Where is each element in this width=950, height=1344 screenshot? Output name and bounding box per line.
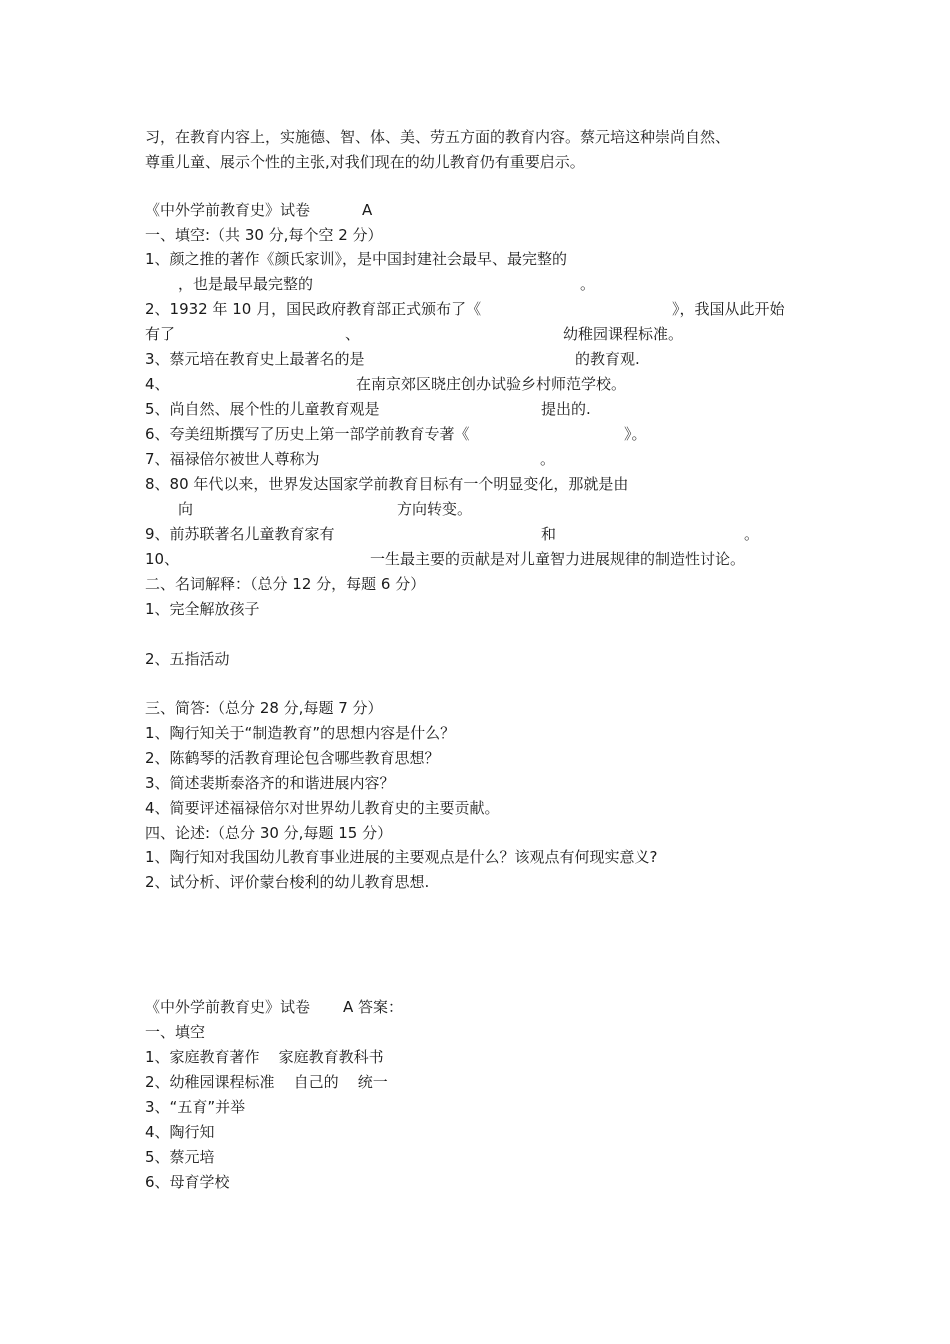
answer-item: 2、幼稚园课程标准 自己的 统一 — [145, 1073, 388, 1091]
s3-q3: 3、简述裴斯泰洛齐的和谐进展内容？ — [145, 774, 395, 792]
answer-item: 1、家庭教育著作 家庭教育教科书 — [145, 1048, 384, 1066]
s1-q8-line-b-left: 向 — [178, 500, 194, 518]
section3-heading: 三、简答:（总分 28 分,每题 7 分） — [145, 699, 383, 717]
s3-q1: 1、陶行知关于“制造教育”的思想内容是什么？ — [145, 724, 456, 742]
s1-q8-line-b-right: 方向转变。 — [397, 500, 473, 518]
s1-q1-line-c: 。 — [580, 275, 596, 293]
s2-q1: 1、完全解放孩子 — [145, 600, 260, 618]
s1-q7-right: 。 — [540, 450, 556, 468]
s4-q2: 2、试分析、评价蒙台梭利的幼儿教育思想. — [145, 873, 430, 891]
s1-q3-left: 3、蔡元培在教育史上最著名的是 — [145, 350, 365, 368]
answer-item: 4、陶行知 — [145, 1123, 215, 1141]
s1-q2-line-b-mid: 、 — [345, 325, 361, 343]
s1-q10-left: 10、 — [145, 550, 180, 568]
s1-q5-left: 5、尚自然、展个性的儿童教育观是 — [145, 400, 380, 418]
intro-line-2: 尊重儿童、展示个性的主张,对我们现在的幼儿教育仍有重要启示。 — [145, 153, 585, 171]
answer-item: 5、蔡元培 — [145, 1148, 215, 1166]
s1-q6-right: 》。 — [624, 425, 647, 443]
s1-q7-left: 7、福禄倍尔被世人尊称为 — [145, 450, 320, 468]
s1-q1-line-b: ，也是最早最完整的 — [178, 275, 314, 293]
s1-q2-line-a-left: 2、1932 年 10 月，国民政府教育部正式颁布了《 — [145, 300, 482, 318]
answers-title: 《中外学前教育史》试卷 — [145, 998, 311, 1016]
s1-q6-left: 6、夸美纽斯撰写了历史上第一部学前教育专著《 — [145, 425, 470, 443]
s1-q9-mid: 和 — [541, 525, 557, 543]
s1-q9-left: 9、前苏联著名儿童教育家有 — [145, 525, 335, 543]
section4-heading: 四、论述:（总分 30 分,每题 15 分） — [145, 824, 393, 842]
s1-q2-line-b-left: 有了 — [145, 325, 176, 343]
s1-q4-left: 4、 — [145, 375, 170, 393]
s1-q2-line-a-right: 》，我国从此开始 — [672, 300, 785, 318]
answer-item: 6、母育学校 — [145, 1173, 230, 1191]
s1-q9-right: 。 — [744, 525, 760, 543]
section1-heading: 一、填空:（共 30 分,每个空 2 分） — [145, 226, 383, 244]
s1-q1-line-a: 1、颜之推的著作《颜氏家训》，是中国封建社会最早、最完整的 — [145, 250, 568, 268]
s1-q10-right: 一生最主要的贡献是对儿童智力进展规律的制造性讨论。 — [370, 550, 746, 568]
section2-heading: 二、名词解释：（总分 12 分，每题 6 分） — [145, 575, 426, 593]
intro-line-1: 习，在教育内容上，实施德、智、体、美、劳五方面的教育内容。蔡元培这种崇尚自然、 — [145, 128, 731, 146]
s1-q2-line-b-right: 幼稚园课程标准。 — [563, 325, 684, 343]
s2-q2: 2、五指活动 — [145, 650, 230, 668]
s1-q8-line-a: 8、80 年代以来，世界发达国家学前教育目标有一个明显变化，那就是由 — [145, 475, 629, 493]
exam-title-mark: A — [362, 201, 373, 219]
answer-item: 3、“五育”并举 — [145, 1098, 246, 1116]
answers-heading: 一、填空 — [145, 1023, 206, 1041]
answers-title-mark: A 答案： — [343, 998, 404, 1016]
exam-title: 《中外学前教育史》试卷 — [145, 201, 311, 219]
s1-q3-right: 的教育观. — [575, 350, 640, 368]
s1-q5-right: 提出的. — [541, 400, 591, 418]
s3-q4: 4、简要评述福禄倍尔对世界幼儿教育史的主要贡献。 — [145, 799, 500, 817]
s1-q4-right: 在南京郊区晓庄创办试验乡村师范学校。 — [356, 375, 627, 393]
s4-q1: 1、陶行知对我国幼儿教育事业进展的主要观点是什么？该观点有何现实意义? — [145, 848, 658, 866]
s3-q2: 2、陈鹤琴的活教育理论包含哪些教育思想？ — [145, 749, 440, 767]
